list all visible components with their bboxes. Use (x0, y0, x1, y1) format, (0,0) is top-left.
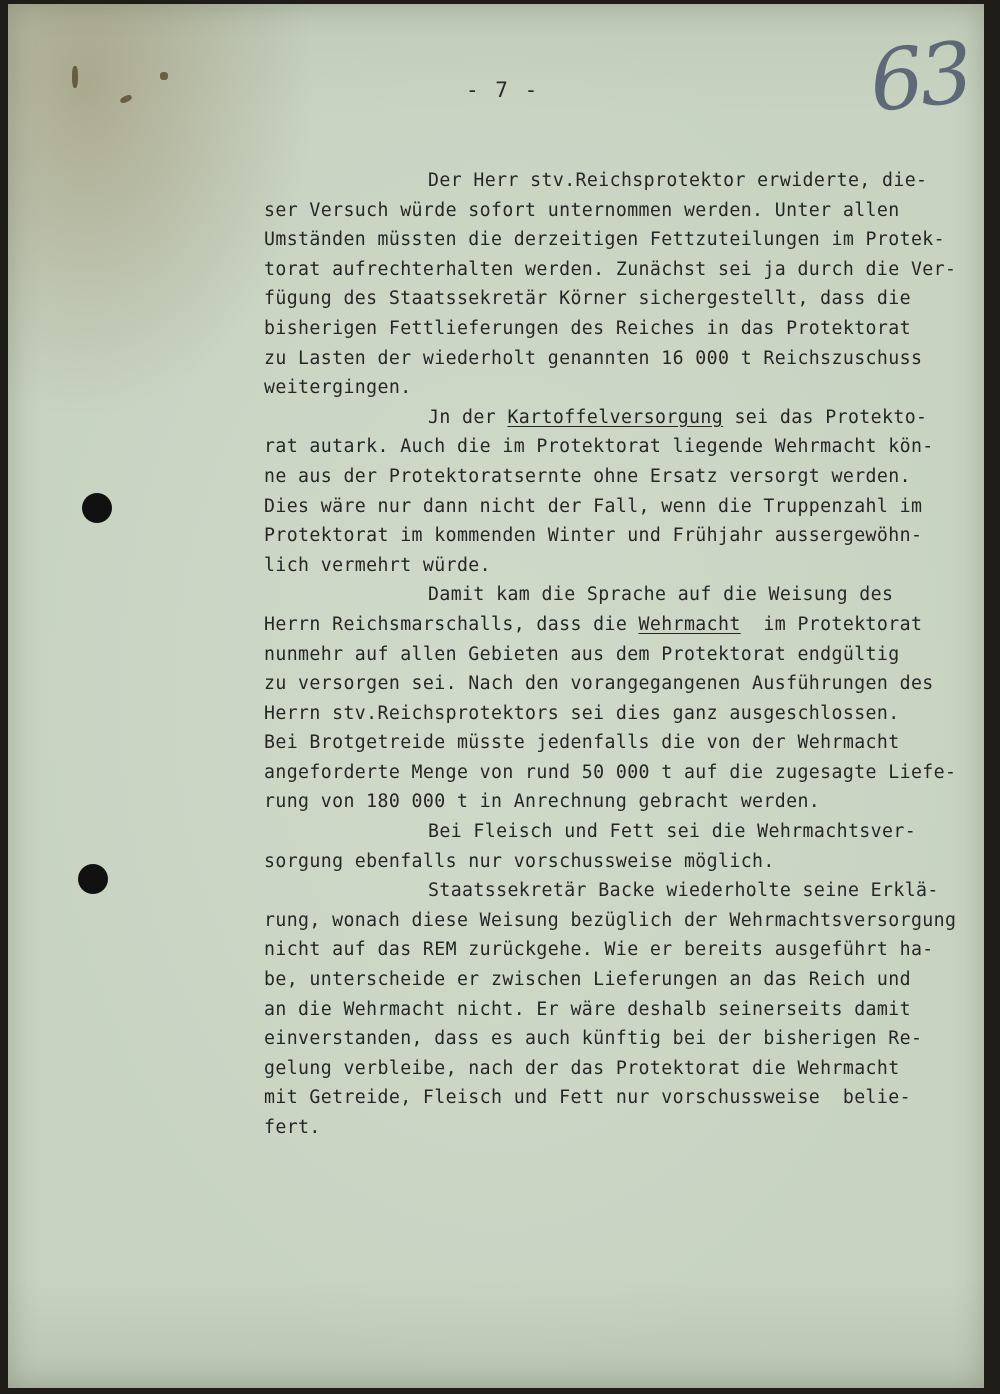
text-line: rung, wonach diese Weisung bezüglich der Wehrmachtsversorgung (264, 909, 957, 931)
text-segment: Herrn Reichsmarschalls, dass die (264, 613, 639, 635)
punch-hole (82, 493, 112, 523)
text-line: Damit kam die Sprache auf die Weisung des (428, 584, 894, 606)
ink-stain (72, 66, 78, 88)
underlined-term: Kartoffelversorgung (507, 406, 724, 428)
text-segment: sei das Protekto- (723, 406, 928, 428)
document-page (8, 4, 984, 1388)
text-line: Protektorat im kommenden Winter und Frühjahr aussergewöhn- (264, 525, 923, 547)
text-line: fert. (264, 1117, 321, 1138)
text-line: rat autark. Auch die im Protektorat liegende Wehrmacht kön- (264, 436, 934, 458)
text-line: gelung verbleibe, nach der das Protektorat die Wehrmacht (264, 1057, 900, 1079)
text-segment: Jn der (428, 406, 508, 428)
text-line: ne aus der Protektoratsernte ohne Ersatz versorgt werden. (264, 465, 911, 487)
text-line (264, 610, 1000, 640)
text-line: Umständen müssten die derzeitigen Fettzuteilungen im Protek- (264, 229, 945, 251)
text-line: an die Wehrmacht nicht. Er wäre deshalb seinerseits damit (264, 998, 911, 1020)
text-line: Dies wäre nur dann nicht der Fall, wenn die Truppenzahl im (264, 495, 923, 517)
text-line: ser Versuch würde sofort unternommen werden. Unter allen (264, 199, 900, 221)
text-line: Herrn stv.Reichsprotektors sei dies ganz ausgeschlossen. (264, 702, 900, 724)
text-line: Bei Fleisch und Fett sei die Wehrmachtsver- (428, 821, 917, 843)
text-line: torat aufrechterhalten werden. Zunächst sei ja durch die Ver- (264, 258, 957, 280)
underlined-term: Wehrmacht (638, 613, 741, 635)
text-line: einverstanden, dass es auch künftig bei der bisherigen Re- (264, 1028, 923, 1050)
text-line: angeforderte Menge von rund 50 000 t auf die zugesagte Liefe- (264, 761, 957, 783)
text-line: nunmehr auf allen Gebieten aus dem Protektorat endgültig (264, 643, 900, 665)
text-line: nicht auf das REM zurückgehe. Wie er bereits ausgeführt ha- (264, 939, 934, 961)
text-line: Der Herr stv.Reichsprotektor erwiderte, die- (428, 170, 928, 191)
ink-stain (119, 94, 132, 105)
typewritten-body (264, 166, 1000, 1143)
text-segment: im Protektorat (740, 613, 923, 635)
text-line: lich vermehrt würde. (264, 554, 491, 576)
text-line (264, 403, 1000, 433)
page-number: - 7 - (466, 78, 540, 102)
text-line: mit Getreide, Fleisch und Fett nur vorschussweise belie- (264, 1087, 911, 1109)
text-line: fügung des Staatssekretär Körner sichergestellt, dass die (264, 288, 911, 310)
text-line: zu Lasten der wiederholt genannten 16 000 t Reichszuschuss (264, 347, 923, 369)
text-line: weitergingen. (264, 377, 412, 399)
text-line: be, unterscheide er zwischen Lieferungen an das Reich und (264, 969, 911, 991)
text-line: sorgung ebenfalls nur vorschussweise möglich. (264, 850, 775, 872)
text-line: zu versorgen sei. Nach den vorangegangenen Ausführungen des (264, 673, 934, 695)
text-line: Staatssekretär Backe wiederholte seine Erklä- (428, 880, 939, 902)
punch-hole (78, 864, 108, 894)
text-line: bisherigen Fettlieferungen des Reiches in das Protektorat (264, 317, 911, 339)
handwritten-folio-number: 63 (865, 23, 974, 131)
text-line: rung von 180 000 t in Anrechnung gebracht werden. (264, 791, 821, 813)
ink-stain (160, 72, 168, 80)
text-line: Bei Brotgetreide müsste jedenfalls die von der Wehrmacht (264, 732, 900, 754)
